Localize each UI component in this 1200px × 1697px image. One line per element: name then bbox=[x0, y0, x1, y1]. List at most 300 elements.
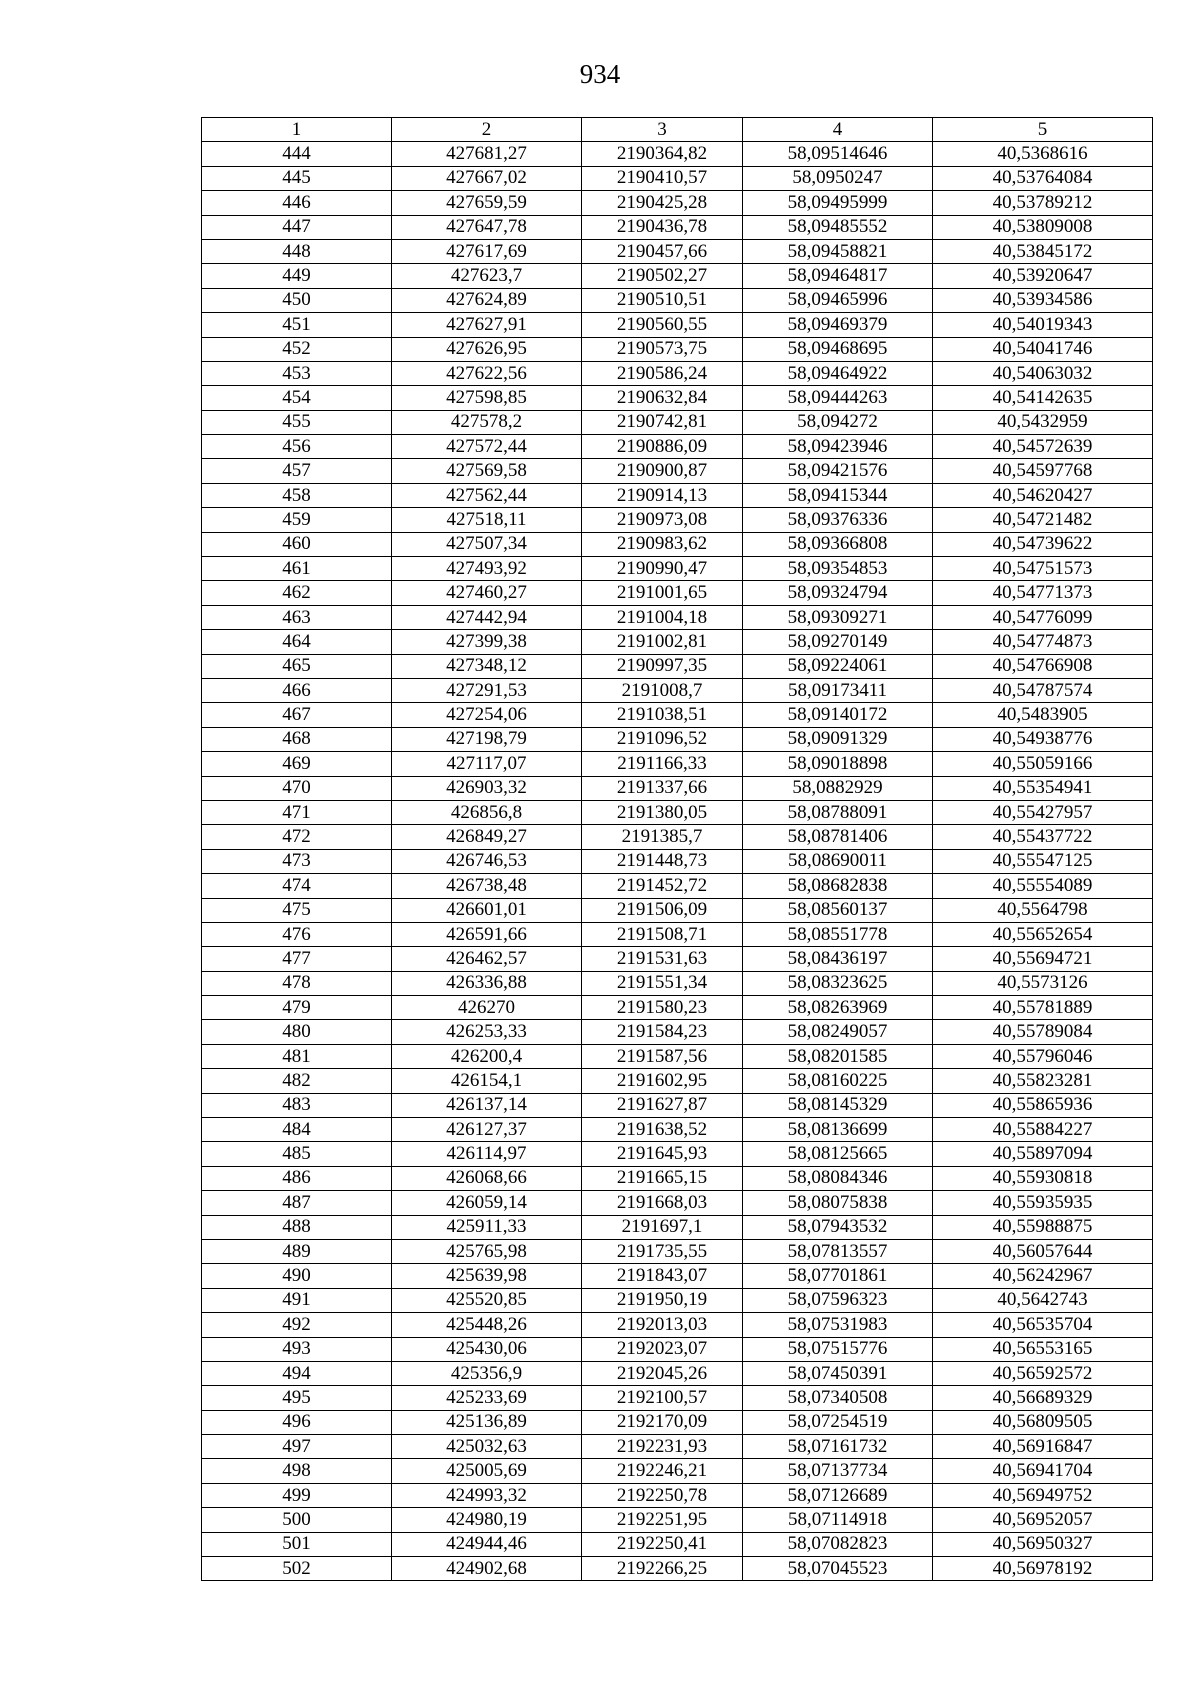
table-cell-col-1: 494 bbox=[202, 1361, 392, 1385]
table-cell-col-3: 2192100,57 bbox=[582, 1386, 743, 1410]
table-cell-col-2: 424980,19 bbox=[392, 1508, 582, 1532]
table-cell-col-2: 425005,69 bbox=[392, 1459, 582, 1483]
table-cell-col-4: 58,09495999 bbox=[743, 191, 933, 215]
table-cell-col-1: 489 bbox=[202, 1239, 392, 1263]
table-cell-col-2: 426253,33 bbox=[392, 1020, 582, 1044]
table-cell-col-2: 427493,92 bbox=[392, 557, 582, 581]
table-header bbox=[202, 118, 1153, 142]
table-cell-col-2: 426270 bbox=[392, 996, 582, 1020]
table-cell-col-1: 457 bbox=[202, 459, 392, 483]
table-cell-col-2: 426746,53 bbox=[392, 849, 582, 873]
table-cell-col-2: 425233,69 bbox=[392, 1386, 582, 1410]
table-cell-col-4: 58,09415344 bbox=[743, 483, 933, 507]
table-cell-col-2: 427627,91 bbox=[392, 313, 582, 337]
table-cell-col-5: 40,55354941 bbox=[933, 776, 1153, 800]
table-cell-col-2: 427442,94 bbox=[392, 605, 582, 629]
table-cell-col-1: 497 bbox=[202, 1435, 392, 1459]
table-cell-col-1: 477 bbox=[202, 947, 392, 971]
table-cell-col-1: 491 bbox=[202, 1288, 392, 1312]
table-cell-col-5: 40,55652654 bbox=[933, 922, 1153, 946]
table-cell-col-4: 58,07596323 bbox=[743, 1288, 933, 1312]
table-cell-col-1: 445 bbox=[202, 166, 392, 190]
table-row bbox=[202, 1118, 1153, 1142]
table-cell-col-4: 58,07450391 bbox=[743, 1361, 933, 1385]
header-cell-col-3: 3 bbox=[582, 118, 743, 142]
table-cell-col-4: 58,07082823 bbox=[743, 1532, 933, 1556]
table-cell-col-1: 490 bbox=[202, 1264, 392, 1288]
table-cell-col-1: 452 bbox=[202, 337, 392, 361]
table-cell-col-5: 40,56978192 bbox=[933, 1557, 1153, 1581]
table-cell-col-1: 493 bbox=[202, 1337, 392, 1361]
table-row bbox=[202, 1166, 1153, 1190]
table-cell-col-4: 58,09309271 bbox=[743, 605, 933, 629]
table-cell-col-2: 427399,38 bbox=[392, 630, 582, 654]
table-cell-col-3: 2190502,27 bbox=[582, 264, 743, 288]
table-cell-col-3: 2191452,72 bbox=[582, 874, 743, 898]
table-cell-col-5: 40,56057644 bbox=[933, 1239, 1153, 1263]
table-cell-col-3: 2191584,23 bbox=[582, 1020, 743, 1044]
table-cell-col-5: 40,56535704 bbox=[933, 1313, 1153, 1337]
table-cell-col-1: 502 bbox=[202, 1557, 392, 1581]
table-cell-col-2: 427198,79 bbox=[392, 727, 582, 751]
table-row bbox=[202, 1483, 1153, 1507]
table-cell-col-5: 40,5368616 bbox=[933, 142, 1153, 166]
table-cell-col-2: 427598,85 bbox=[392, 386, 582, 410]
table-cell-col-4: 58,09468695 bbox=[743, 337, 933, 361]
table-cell-col-3: 2191096,52 bbox=[582, 727, 743, 751]
table-cell-col-4: 58,07137734 bbox=[743, 1459, 933, 1483]
table-cell-col-3: 2191008,7 bbox=[582, 678, 743, 702]
table-cell-col-3: 2191638,52 bbox=[582, 1118, 743, 1142]
table-cell-col-5: 40,54766908 bbox=[933, 654, 1153, 678]
table-cell-col-2: 427562,44 bbox=[392, 483, 582, 507]
table-row bbox=[202, 727, 1153, 751]
table-cell-col-4: 58,09464922 bbox=[743, 361, 933, 385]
table-cell-col-1: 492 bbox=[202, 1313, 392, 1337]
table-cell-col-3: 2191843,07 bbox=[582, 1264, 743, 1288]
table-cell-col-4: 58,09421576 bbox=[743, 459, 933, 483]
table-cell-col-5: 40,54938776 bbox=[933, 727, 1153, 751]
table-cell-col-2: 426154,1 bbox=[392, 1069, 582, 1093]
table-cell-col-2: 425520,85 bbox=[392, 1288, 582, 1312]
table-cell-col-3: 2190990,47 bbox=[582, 557, 743, 581]
coordinates-table bbox=[201, 117, 1153, 1581]
table-cell-col-2: 427569,58 bbox=[392, 459, 582, 483]
table-row bbox=[202, 483, 1153, 507]
table-cell-col-1: 451 bbox=[202, 313, 392, 337]
table-cell-col-2: 427254,06 bbox=[392, 703, 582, 727]
table-cell-col-5: 40,56949752 bbox=[933, 1483, 1153, 1507]
table-cell-col-4: 58,09173411 bbox=[743, 678, 933, 702]
table-cell-col-2: 426200,4 bbox=[392, 1044, 582, 1068]
table-row bbox=[202, 1313, 1153, 1337]
table-cell-col-3: 2190410,57 bbox=[582, 166, 743, 190]
table-cell-col-2: 427623,7 bbox=[392, 264, 582, 288]
table-cell-col-4: 58,09270149 bbox=[743, 630, 933, 654]
table-cell-col-2: 426114,97 bbox=[392, 1142, 582, 1166]
table-cell-col-2: 424902,68 bbox=[392, 1557, 582, 1581]
table-cell-col-3: 2190573,75 bbox=[582, 337, 743, 361]
table-cell-col-2: 425356,9 bbox=[392, 1361, 582, 1385]
table-row bbox=[202, 361, 1153, 385]
table-cell-col-2: 426336,88 bbox=[392, 971, 582, 995]
table-cell-col-5: 40,5573126 bbox=[933, 971, 1153, 995]
table-cell-col-4: 58,08781406 bbox=[743, 825, 933, 849]
table-cell-col-4: 58,08551778 bbox=[743, 922, 933, 946]
table-cell-col-1: 472 bbox=[202, 825, 392, 849]
table-row bbox=[202, 1215, 1153, 1239]
table-cell-col-3: 2191380,05 bbox=[582, 800, 743, 824]
table-cell-col-3: 2191337,66 bbox=[582, 776, 743, 800]
table-cell-col-2: 427348,12 bbox=[392, 654, 582, 678]
table-cell-col-1: 458 bbox=[202, 483, 392, 507]
table-cell-col-1: 463 bbox=[202, 605, 392, 629]
table-cell-col-4: 58,09458821 bbox=[743, 239, 933, 263]
table-cell-col-4: 58,07515776 bbox=[743, 1337, 933, 1361]
table-cell-col-5: 40,54751573 bbox=[933, 557, 1153, 581]
table-cell-col-1: 449 bbox=[202, 264, 392, 288]
table-row bbox=[202, 971, 1153, 995]
table-cell-col-2: 425430,06 bbox=[392, 1337, 582, 1361]
table-cell-col-1: 450 bbox=[202, 288, 392, 312]
table-cell-col-1: 479 bbox=[202, 996, 392, 1020]
table-cell-col-5: 40,55789084 bbox=[933, 1020, 1153, 1044]
table-cell-col-3: 2192251,95 bbox=[582, 1508, 743, 1532]
table-cell-col-4: 58,09464817 bbox=[743, 264, 933, 288]
table-row bbox=[202, 1044, 1153, 1068]
table-cell-col-4: 58,08560137 bbox=[743, 898, 933, 922]
table-row bbox=[202, 508, 1153, 532]
table-cell-col-4: 58,09485552 bbox=[743, 215, 933, 239]
table-row bbox=[202, 654, 1153, 678]
table-cell-col-5: 40,56592572 bbox=[933, 1361, 1153, 1385]
table-cell-col-2: 426849,27 bbox=[392, 825, 582, 849]
table-cell-col-4: 58,08690011 bbox=[743, 849, 933, 873]
table-cell-col-4: 58,09366808 bbox=[743, 532, 933, 556]
table-cell-col-5: 40,54041746 bbox=[933, 337, 1153, 361]
table-cell-col-3: 2190425,28 bbox=[582, 191, 743, 215]
table-cell-col-5: 40,54721482 bbox=[933, 508, 1153, 532]
table-cell-col-1: 460 bbox=[202, 532, 392, 556]
table-cell-col-1: 454 bbox=[202, 386, 392, 410]
table-cell-col-4: 58,09469379 bbox=[743, 313, 933, 337]
table-cell-col-4: 58,08075838 bbox=[743, 1191, 933, 1215]
table-cell-col-2: 427622,56 bbox=[392, 361, 582, 385]
table-cell-col-2: 427578,2 bbox=[392, 410, 582, 434]
table-cell-col-1: 471 bbox=[202, 800, 392, 824]
table-cell-col-2: 427647,78 bbox=[392, 215, 582, 239]
table-cell-col-3: 2190983,62 bbox=[582, 532, 743, 556]
table-cell-col-5: 40,55427957 bbox=[933, 800, 1153, 824]
table-cell-col-5: 40,56950327 bbox=[933, 1532, 1153, 1556]
table-cell-col-5: 40,56952057 bbox=[933, 1508, 1153, 1532]
table-cell-col-3: 2190742,81 bbox=[582, 410, 743, 434]
table-cell-col-4: 58,09354853 bbox=[743, 557, 933, 581]
table-cell-col-2: 427624,89 bbox=[392, 288, 582, 312]
table-row bbox=[202, 215, 1153, 239]
table-cell-col-5: 40,56553165 bbox=[933, 1337, 1153, 1361]
table-cell-col-1: 473 bbox=[202, 849, 392, 873]
table-cell-col-3: 2190914,13 bbox=[582, 483, 743, 507]
table-cell-col-3: 2192246,21 bbox=[582, 1459, 743, 1483]
table-row bbox=[202, 898, 1153, 922]
table-cell-col-2: 425765,98 bbox=[392, 1239, 582, 1263]
table-row bbox=[202, 1069, 1153, 1093]
table-row bbox=[202, 752, 1153, 776]
header-cell-col-2: 2 bbox=[392, 118, 582, 142]
table-row bbox=[202, 800, 1153, 824]
table-cell-col-1: 469 bbox=[202, 752, 392, 776]
table-cell-col-1: 466 bbox=[202, 678, 392, 702]
table-cell-col-5: 40,56916847 bbox=[933, 1435, 1153, 1459]
table-cell-col-2: 427507,34 bbox=[392, 532, 582, 556]
table-cell-col-1: 482 bbox=[202, 1069, 392, 1093]
table-cell-col-3: 2192250,41 bbox=[582, 1532, 743, 1556]
table-cell-col-3: 2191735,55 bbox=[582, 1239, 743, 1263]
table-cell-col-1: 487 bbox=[202, 1191, 392, 1215]
table-cell-col-3: 2190586,24 bbox=[582, 361, 743, 385]
table-cell-col-1: 500 bbox=[202, 1508, 392, 1532]
table-cell-col-4: 58,09224061 bbox=[743, 654, 933, 678]
table-cell-col-2: 424993,32 bbox=[392, 1483, 582, 1507]
table-cell-col-2: 427626,95 bbox=[392, 337, 582, 361]
table-cell-col-5: 40,54620427 bbox=[933, 483, 1153, 507]
table-cell-col-1: 465 bbox=[202, 654, 392, 678]
table-cell-col-3: 2191531,63 bbox=[582, 947, 743, 971]
table-row bbox=[202, 849, 1153, 873]
header-cell-col-1: 1 bbox=[202, 118, 392, 142]
table-cell-col-4: 58,09324794 bbox=[743, 581, 933, 605]
table-row bbox=[202, 1386, 1153, 1410]
table-cell-col-1: 461 bbox=[202, 557, 392, 581]
table-cell-col-4: 58,07161732 bbox=[743, 1435, 933, 1459]
table-cell-col-1: 478 bbox=[202, 971, 392, 995]
table-cell-col-1: 488 bbox=[202, 1215, 392, 1239]
table-row bbox=[202, 142, 1153, 166]
table-row bbox=[202, 874, 1153, 898]
table-cell-col-3: 2191587,56 bbox=[582, 1044, 743, 1068]
table-cell-col-3: 2192023,07 bbox=[582, 1337, 743, 1361]
table-row bbox=[202, 410, 1153, 434]
table-cell-col-3: 2191627,87 bbox=[582, 1093, 743, 1117]
table-cell-col-3: 2191038,51 bbox=[582, 703, 743, 727]
table-cell-col-4: 58,08788091 bbox=[743, 800, 933, 824]
table-cell-col-2: 427518,11 bbox=[392, 508, 582, 532]
table-cell-col-1: 468 bbox=[202, 727, 392, 751]
table-row bbox=[202, 1239, 1153, 1263]
table-row bbox=[202, 922, 1153, 946]
table-cell-col-5: 40,54597768 bbox=[933, 459, 1153, 483]
table-cell-col-3: 2192045,26 bbox=[582, 1361, 743, 1385]
table-cell-col-5: 40,53764084 bbox=[933, 166, 1153, 190]
table-cell-col-3: 2191697,1 bbox=[582, 1215, 743, 1239]
table-cell-col-3: 2190886,09 bbox=[582, 435, 743, 459]
header-cell-col-4: 4 bbox=[743, 118, 933, 142]
table-cell-col-4: 58,08084346 bbox=[743, 1166, 933, 1190]
table-row bbox=[202, 459, 1153, 483]
table-cell-col-3: 2191580,23 bbox=[582, 996, 743, 1020]
table-cell-col-3: 2191166,33 bbox=[582, 752, 743, 776]
table-row bbox=[202, 264, 1153, 288]
table-cell-col-5: 40,55059166 bbox=[933, 752, 1153, 776]
table-cell-col-3: 2190457,66 bbox=[582, 239, 743, 263]
table-cell-col-4: 58,0950247 bbox=[743, 166, 933, 190]
table-cell-col-4: 58,0882929 bbox=[743, 776, 933, 800]
table-cell-col-5: 40,54776099 bbox=[933, 605, 1153, 629]
table-row bbox=[202, 1288, 1153, 1312]
table-row bbox=[202, 996, 1153, 1020]
table-cell-col-2: 426137,14 bbox=[392, 1093, 582, 1117]
table-cell-col-5: 40,55437722 bbox=[933, 825, 1153, 849]
table-cell-col-5: 40,55547125 bbox=[933, 849, 1153, 873]
table-row bbox=[202, 1337, 1153, 1361]
table-cell-col-1: 464 bbox=[202, 630, 392, 654]
table-cell-col-4: 58,08125665 bbox=[743, 1142, 933, 1166]
table-row bbox=[202, 313, 1153, 337]
table-cell-col-2: 426903,32 bbox=[392, 776, 582, 800]
table-row bbox=[202, 776, 1153, 800]
table-cell-col-4: 58,08136699 bbox=[743, 1118, 933, 1142]
header-cell-col-5: 5 bbox=[933, 118, 1153, 142]
table-cell-col-3: 2192231,93 bbox=[582, 1435, 743, 1459]
table-cell-col-3: 2191001,65 bbox=[582, 581, 743, 605]
table-cell-col-4: 58,08263969 bbox=[743, 996, 933, 1020]
table-cell-col-3: 2192266,25 bbox=[582, 1557, 743, 1581]
table-cell-col-2: 425639,98 bbox=[392, 1264, 582, 1288]
table-cell-col-1: 456 bbox=[202, 435, 392, 459]
table-cell-col-5: 40,55897094 bbox=[933, 1142, 1153, 1166]
table-cell-col-5: 40,56242967 bbox=[933, 1264, 1153, 1288]
table-row bbox=[202, 288, 1153, 312]
table-cell-col-5: 40,55930818 bbox=[933, 1166, 1153, 1190]
table-cell-col-5: 40,55554089 bbox=[933, 874, 1153, 898]
table-cell-col-5: 40,54063032 bbox=[933, 361, 1153, 385]
table-cell-col-1: 453 bbox=[202, 361, 392, 385]
table-row bbox=[202, 947, 1153, 971]
table-body bbox=[202, 142, 1153, 1581]
table-row bbox=[202, 605, 1153, 629]
header-row bbox=[202, 118, 1153, 142]
table-cell-col-4: 58,08145329 bbox=[743, 1093, 933, 1117]
table-cell-col-1: 446 bbox=[202, 191, 392, 215]
table-row bbox=[202, 1532, 1153, 1556]
table-cell-col-5: 40,56809505 bbox=[933, 1410, 1153, 1434]
table-cell-col-3: 2191950,19 bbox=[582, 1288, 743, 1312]
table-cell-col-2: 427659,59 bbox=[392, 191, 582, 215]
table-cell-col-4: 58,07114918 bbox=[743, 1508, 933, 1532]
table-cell-col-1: 495 bbox=[202, 1386, 392, 1410]
table-cell-col-1: 448 bbox=[202, 239, 392, 263]
table-row bbox=[202, 557, 1153, 581]
table-cell-col-5: 40,53809008 bbox=[933, 215, 1153, 239]
table-row bbox=[202, 825, 1153, 849]
table-cell-col-2: 427291,53 bbox=[392, 678, 582, 702]
table-cell-col-5: 40,54787574 bbox=[933, 678, 1153, 702]
table-cell-col-4: 58,094272 bbox=[743, 410, 933, 434]
table-cell-col-3: 2191665,15 bbox=[582, 1166, 743, 1190]
page-number: 934 bbox=[579, 59, 621, 89]
table-row bbox=[202, 1142, 1153, 1166]
table-cell-col-1: 485 bbox=[202, 1142, 392, 1166]
table-cell-col-4: 58,08323625 bbox=[743, 971, 933, 995]
table-cell-col-3: 2191551,34 bbox=[582, 971, 743, 995]
table-row bbox=[202, 1093, 1153, 1117]
table-cell-col-4: 58,07045523 bbox=[743, 1557, 933, 1581]
table-cell-col-5: 40,54771373 bbox=[933, 581, 1153, 605]
table-row bbox=[202, 435, 1153, 459]
table-cell-col-2: 427681,27 bbox=[392, 142, 582, 166]
table-cell-col-5: 40,54142635 bbox=[933, 386, 1153, 410]
table-cell-col-2: 426068,66 bbox=[392, 1166, 582, 1190]
table-cell-col-3: 2191385,7 bbox=[582, 825, 743, 849]
table-cell-col-5: 40,53934586 bbox=[933, 288, 1153, 312]
table-cell-col-1: 484 bbox=[202, 1118, 392, 1142]
table-cell-col-3: 2190632,84 bbox=[582, 386, 743, 410]
table-cell-col-3: 2190364,82 bbox=[582, 142, 743, 166]
table-cell-col-1: 462 bbox=[202, 581, 392, 605]
table-cell-col-5: 40,53920647 bbox=[933, 264, 1153, 288]
table-cell-col-3: 2190436,78 bbox=[582, 215, 743, 239]
table-cell-col-1: 467 bbox=[202, 703, 392, 727]
table-cell-col-5: 40,54019343 bbox=[933, 313, 1153, 337]
table-cell-col-5: 40,55796046 bbox=[933, 1044, 1153, 1068]
table-cell-col-3: 2191508,71 bbox=[582, 922, 743, 946]
table-row bbox=[202, 1557, 1153, 1581]
table-cell-col-1: 447 bbox=[202, 215, 392, 239]
table-cell-col-2: 427667,02 bbox=[392, 166, 582, 190]
table-cell-col-1: 498 bbox=[202, 1459, 392, 1483]
table-cell-col-5: 40,54739622 bbox=[933, 532, 1153, 556]
table-cell-col-5: 40,55884227 bbox=[933, 1118, 1153, 1142]
table-cell-col-5: 40,53789212 bbox=[933, 191, 1153, 215]
table-row bbox=[202, 581, 1153, 605]
table-cell-col-5: 40,55694721 bbox=[933, 947, 1153, 971]
table-cell-col-1: 474 bbox=[202, 874, 392, 898]
table-cell-col-2: 425911,33 bbox=[392, 1215, 582, 1239]
table-cell-col-4: 58,09423946 bbox=[743, 435, 933, 459]
table-cell-col-1: 475 bbox=[202, 898, 392, 922]
table-cell-col-4: 58,09465996 bbox=[743, 288, 933, 312]
table-cell-col-4: 58,07126689 bbox=[743, 1483, 933, 1507]
table-cell-col-5: 40,55781889 bbox=[933, 996, 1153, 1020]
table-cell-col-4: 58,09444263 bbox=[743, 386, 933, 410]
table-row bbox=[202, 191, 1153, 215]
table-cell-col-5: 40,54572639 bbox=[933, 435, 1153, 459]
table-cell-col-3: 2191602,95 bbox=[582, 1069, 743, 1093]
table-row bbox=[202, 386, 1153, 410]
table-row bbox=[202, 337, 1153, 361]
table-cell-col-2: 427460,27 bbox=[392, 581, 582, 605]
table-cell-col-2: 427117,07 bbox=[392, 752, 582, 776]
table-row bbox=[202, 1435, 1153, 1459]
table-row bbox=[202, 703, 1153, 727]
table-cell-col-3: 2191645,93 bbox=[582, 1142, 743, 1166]
table-cell-col-4: 58,08160225 bbox=[743, 1069, 933, 1093]
table-cell-col-5: 40,5564798 bbox=[933, 898, 1153, 922]
table-cell-col-3: 2191668,03 bbox=[582, 1191, 743, 1215]
table-cell-col-5: 40,56941704 bbox=[933, 1459, 1153, 1483]
table-cell-col-4: 58,09091329 bbox=[743, 727, 933, 751]
table-cell-col-1: 470 bbox=[202, 776, 392, 800]
table-cell-col-1: 476 bbox=[202, 922, 392, 946]
table-row bbox=[202, 1410, 1153, 1434]
table-cell-col-3: 2191448,73 bbox=[582, 849, 743, 873]
table-cell-col-1: 496 bbox=[202, 1410, 392, 1434]
table-row bbox=[202, 532, 1153, 556]
table-cell-col-2: 427617,69 bbox=[392, 239, 582, 263]
table-cell-col-5: 40,55823281 bbox=[933, 1069, 1153, 1093]
table-row bbox=[202, 678, 1153, 702]
